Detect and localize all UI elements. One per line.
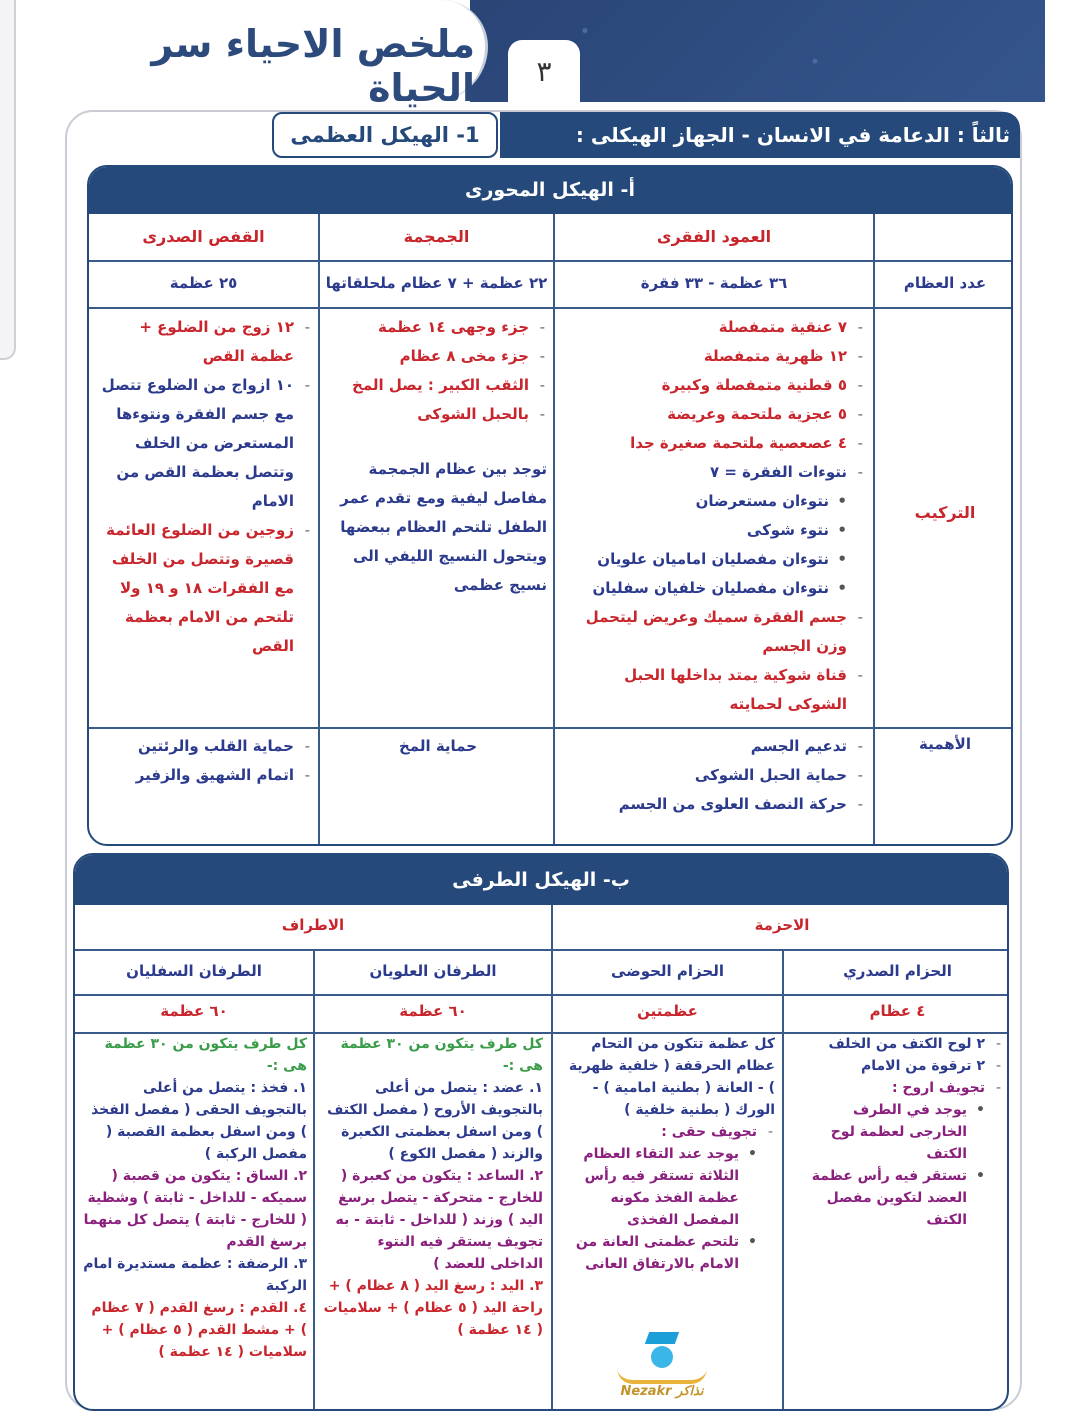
list-item: ٢. الساق : يتكون من قصبة ( سميكه - للداخل - ثابتة ) وشظية ( للخارج - ثابتة ) يتصل كل منهما برسغ القدم xyxy=(83,1168,307,1250)
structure-rib-cage xyxy=(97,313,312,661)
appendicular-skeleton-table xyxy=(73,853,1009,1411)
list-item: - حماية القلب والرئتين xyxy=(97,732,312,761)
list-item: - ١٢ ظهرية متمفصلة xyxy=(569,342,865,371)
list-item: ٤. القدم : رسغ القدم ( ٧ عظام ) + مشط القدم ( ٥ عظام ) + سلاميات ( ١٤ عظمة ) xyxy=(91,1300,307,1360)
list-item: - قناة شوكية يمتد بداخلها الحبل الشوكى لحمايته xyxy=(569,661,865,719)
column-header-vertebral: العمود الفقرى xyxy=(656,227,772,246)
importance-skull xyxy=(329,732,547,761)
list-item: • يوجد في الطرف الخارجى لعظمة لوح الكتف xyxy=(793,1099,1003,1165)
list-item: • تستقر فيه رأس عظمة العضد لتكوين مفصل الكتف xyxy=(793,1165,1003,1231)
list-item: - نتوءات الفقرة = ٧ xyxy=(569,458,865,487)
list-item: • تلتحم عظمتى العانة من الامام بالارتفاق العانى xyxy=(559,1231,775,1275)
list-item: - ٢ لوح الكتف من الخلف xyxy=(793,1033,1003,1055)
nezakr-logo xyxy=(610,1332,714,1404)
table-title: ب- الهيكل الطرفى xyxy=(75,855,1007,905)
table-title: أ- الهيكل المحورى xyxy=(89,167,1011,214)
details-upper-limbs xyxy=(321,1033,543,1341)
list-item: - ١٢ زوج من الضلوع + عظمة القص xyxy=(97,313,312,371)
row-label-count: عدد العظام xyxy=(903,274,987,292)
list-item: ٣. الرضفة : عظمة مستديرة امام الركبة xyxy=(83,1256,307,1294)
section-heading: ثالثاً : الدعامة في الانسان - الجهاز الهيكلى : xyxy=(500,112,1020,158)
list-item: • نتوء شوكى xyxy=(569,516,865,545)
details-pelvic-girdle xyxy=(559,1033,775,1275)
logo-text: Nezakr نذاكر xyxy=(620,1384,704,1399)
column-header-skull: الجمجمة xyxy=(403,227,470,246)
graduation-cap-icon xyxy=(645,1332,679,1344)
list-item: ١. عضد : يتصل من أعلى بالتجويف الأروح ( مفصل الكتف ) ومن اسفل بعظمتى الكعبرة والزند ( مفصل الكوع ) xyxy=(327,1080,543,1162)
structure-skull xyxy=(329,313,547,600)
page-title: ملخص الاحياء سر الحياة xyxy=(151,22,475,110)
list-item: - ٥ عجزية ملتحمة وعريضة xyxy=(569,400,865,429)
list-item: توجد بين عظام الجمجمة مفاصل ليفية ومع تقدم عمر الطفل تلتحم العظام ببعضها ويتحول النسيج الليفي الى نسيج عظمى xyxy=(340,460,547,594)
column-header-pectoral-girdle: الحزام الصدري xyxy=(843,962,952,980)
list-item: - تجويف اروح : xyxy=(793,1077,1003,1099)
list-item: - حماية الحبل الشوكى xyxy=(569,761,865,790)
list-item: - ٢ ترقوة من الامام xyxy=(793,1055,1003,1077)
group-limbs: الاطراف xyxy=(281,916,345,934)
count-pelvic-girdle: عظمتين xyxy=(637,1002,698,1020)
column-header-lower-limbs: الطرفان السفليان xyxy=(126,962,262,980)
structure-vertebral xyxy=(569,313,865,719)
column-header-pelvic-girdle: الحزام الحوضى xyxy=(611,962,724,980)
count-rib-cage: ٢٥ عظمة xyxy=(169,274,238,292)
list-item: ١. فخذ : يتصل من أعلى بالتجويف الحقى ( مفصل الفخذ ) ومن اسفل بعظمة القصبة ( مفصل الركبة ) xyxy=(91,1080,307,1162)
list-item: - زوجين من الضلوع العائمة قصيرة وتتصل من الخلف مع الفقرات ١٨ و ١٩ ولا تلتحم من الامام بعظمة القص xyxy=(97,516,312,661)
list-item: حماية المخ xyxy=(398,737,478,755)
axial-skeleton-table xyxy=(87,165,1013,846)
count-vertebral: ٣٦ عظمة - ٣٣ فقرة xyxy=(640,274,788,292)
list-item: ٣. اليد : رسغ اليد ( ٨ عظام ) + راحة اليد ( ٥ عظام ) + سلاميات ( ١٤ عظمة ) xyxy=(323,1278,543,1338)
list-item: - حركة النصف العلوى من الجسم xyxy=(569,790,865,819)
importance-vertebral xyxy=(569,732,865,819)
list-item: - ٤ عصعصية ملتحمة صغيرة جدا xyxy=(569,429,865,458)
student-icon xyxy=(651,1346,673,1368)
list-item: - بالحبل الشوكى xyxy=(329,400,547,429)
book-icon xyxy=(617,1368,707,1384)
count-upper-limbs: ٦٠ عظمة xyxy=(399,1002,467,1020)
left-page-edge xyxy=(0,0,16,360)
section-subheading: 1- الهيكل العظمى xyxy=(272,112,498,158)
count-lower-limbs: ٦٠ عظمة xyxy=(160,1002,228,1020)
list-item: • يوجد عند التقاء العظام الثلاثة تستقر فيه رأس عظمة الفخذ مكونه المفصل الفخذى xyxy=(559,1143,775,1231)
list-item: - جزء مخى ٨ عظام xyxy=(329,342,547,371)
importance-rib-cage xyxy=(97,732,312,790)
list-item: - ٧ عنقية متمفصلة xyxy=(569,313,865,342)
list-item: كل عظمة تتكون من التحام عظام الحرقفة ( خلفية ظهرية ) - العانة ( بطنية امامية ) - الورك ( بطنية خلفية ) xyxy=(568,1036,775,1118)
list-item: - الثقب الكبير : يصل المخ xyxy=(329,371,547,400)
count-skull: ٢٢ عظمة + ٧ عظام ملحلقاتها xyxy=(325,274,548,292)
details-lower-limbs xyxy=(81,1033,307,1363)
list-item: ٢. الساعد : يتكون من كعبرة ( للخارج - متحركة - يتصل برسغ اليد ) وزند ( للداخل - ثابتة - به تجويف يستقر فيه النتوء الداخلى للعضد ) xyxy=(335,1168,543,1272)
list-item: - جسم الفقرة سميك وعريض ليتحمل وزن الجسم xyxy=(569,603,865,661)
list-item: - تدعيم الجسم xyxy=(569,732,865,761)
row-label-structure: التركيب xyxy=(914,503,976,522)
row-label-importance: الأهمية xyxy=(919,735,971,753)
list-item: - تجويف حقى : xyxy=(559,1121,775,1143)
count-pectoral-girdle: ٤ عظام xyxy=(869,1002,926,1020)
list-item: - ٥ قطنية متمفصلة وكبيرة xyxy=(569,371,865,400)
column-header-rib-cage: القفص الصدرى xyxy=(142,227,265,246)
column-header-upper-limbs: الطرفان العلويان xyxy=(369,962,497,980)
list-item: - اتمام الشهيق والزفير xyxy=(97,761,312,790)
list-item: • نتوءان مفصليان خلفيان سفليان xyxy=(569,574,865,603)
list-item: - ١٠ ازواج من الضلوع تتصل مع جسم الفقرة ونتوءها المستعرض من الخلف وتتصل بعظمة القص من الامام xyxy=(97,371,312,516)
list-item: كل طرف يتكون من ٣٠ عظمة هى :- xyxy=(104,1036,307,1074)
group-girdles: الاحزمة xyxy=(754,916,810,934)
page-number: ٣ xyxy=(508,40,580,104)
details-pectoral-girdle xyxy=(793,1033,1003,1231)
list-item: كل طرف يتكون من ٣٠ عظمة هى :- xyxy=(340,1036,543,1074)
list-item: - جزء وجهى ١٤ عظمة xyxy=(329,313,547,342)
list-item: • نتوءان مفصليان اماميان علويان xyxy=(569,545,865,574)
list-item: • نتوءان مستعرضان xyxy=(569,487,865,516)
